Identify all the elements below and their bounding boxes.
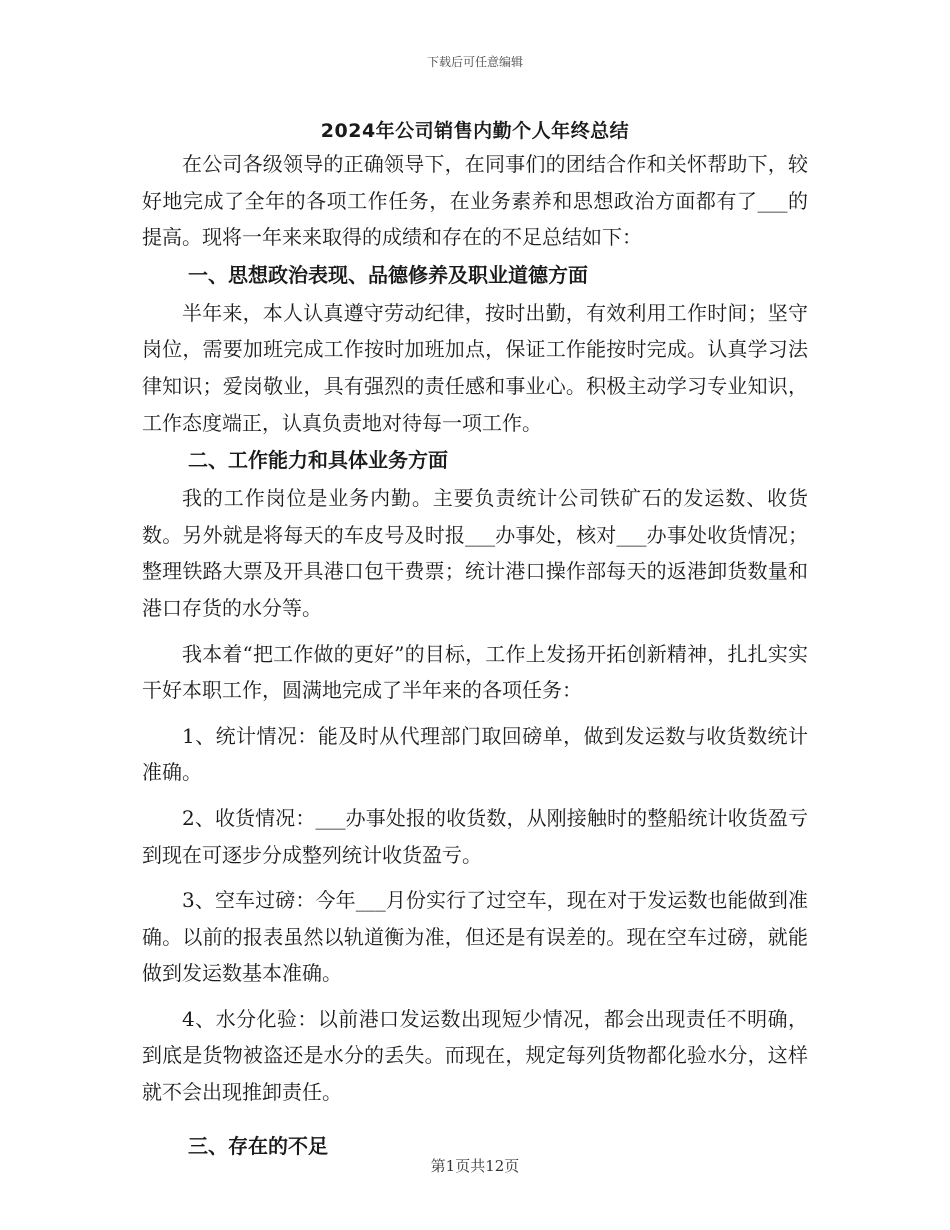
list-item-receiving: 2、收货情况：___办事处报的收货数，从刚接触时的整船统计收货盈亏到现在可逐步分成整列统计收货盈亏。 <box>142 805 808 867</box>
section-2-paragraph: 我本着“把工作做的更好”的目标，工作上发扬开拓创新精神，扎扎实实干好本职工作，圆满地完成了半年来的各项任务： <box>142 641 808 703</box>
intro-paragraph: 在公司各级领导的正确领导下，在同事们的团结合作和关怀帮助下，较好地完成了全年的各项工作任务，在业务素养和思想政治方面都有了___的提高。现将一年来来取得的成绩和存在的不足总结如下： <box>142 152 808 250</box>
section-1-heading: 一、思想政治表现、品德修养及职业道德方面 <box>188 262 588 287</box>
document-body <box>142 146 808 1166</box>
page-number: 第1页共12页 <box>430 1157 520 1175</box>
list-item-statistics: 1、统计情况：能及时从代理部门取回磅单，做到发运数与收货数统计准确。 <box>142 723 808 785</box>
list-item-weighing: 3、空车过磅：今年___月份实行了过空车，现在对于发运数也能做到准确。以前的报表虽然以轨道衡为准，但还是有误差的。现在空车过磅，就能做到发运数基本准确。 <box>142 888 808 986</box>
section-3-heading: 三、存在的不足 <box>188 1133 328 1158</box>
section-2-paragraph: 我的工作岗位是业务内勤。主要负责统计公司铁矿石的发运数、收货数。另外就是将每天的车皮号及时报___办事处，核对___办事处收货情况；整理铁路大票及开具港口包干费票；统计港口操作部每天的返港卸货数量和港口存货的水分等。 <box>142 486 808 620</box>
section-2-heading: 二、工作能力和具体业务方面 <box>188 448 448 473</box>
section-1-paragraph: 半年来，本人认真遵守劳动纪律，按时出勤，有效利用工作时间；坚守岗位，需要加班完成工作按时加班加点，保证工作能按时完成。认真学习法律知识；爱岗敬业，具有强烈的责任感和事业心。积极主动学习专业知识，工作态度端正，认真负责地对待每一项工作。 <box>142 300 808 435</box>
list-item-moisture: 4、水分化验：以前港口发运数出现短少情况，都会出现责任不明确，到底是货物被盗还是水分的丢失。而现在，规定每列货物都化验水分，这样就不会出现推卸责任。 <box>142 1006 808 1105</box>
header-note: 下载后可任意编辑 <box>426 55 523 69</box>
document-title: 2024年公司销售内勤个人年终总结 <box>320 120 630 142</box>
